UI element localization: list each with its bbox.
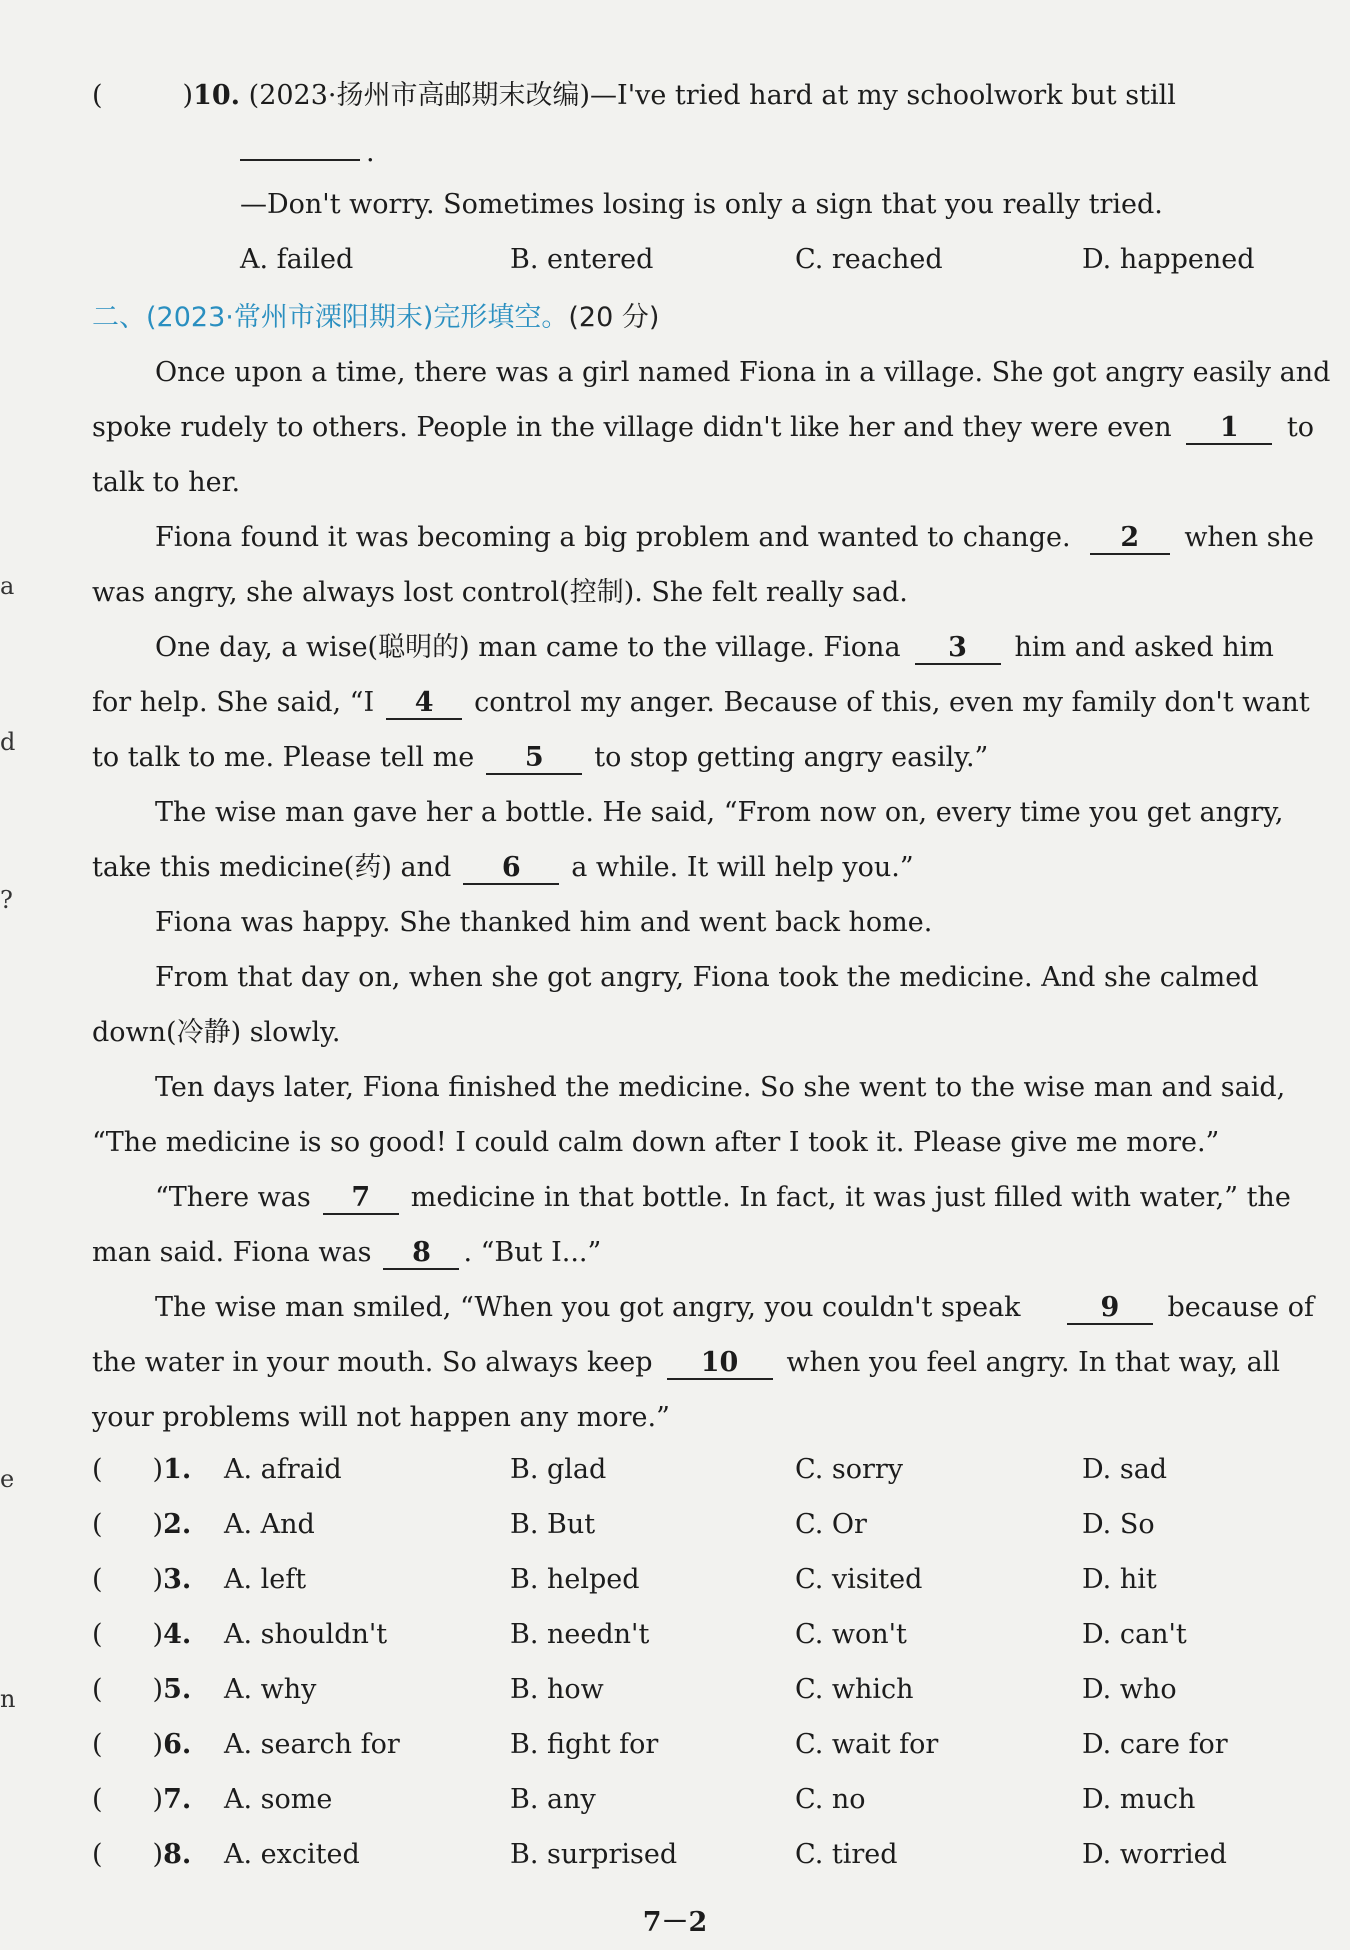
passage-line: From that day on, when she got angry, Fiona took the medicine. And she calmed — [155, 962, 1259, 993]
option-d[interactable]: D. worried — [1082, 1839, 1227, 1870]
option-a[interactable]: A. And — [224, 1509, 315, 1540]
question-10-stem — [92, 78, 1314, 114]
passage-text: because of — [1167, 1292, 1314, 1323]
cloze-blank-7[interactable]: 7 — [323, 1183, 399, 1215]
passage-text: take this medicine(药) and — [92, 852, 452, 883]
passage-text: a while. It will help you.” — [571, 852, 914, 883]
cloze-blank-1[interactable]: 1 — [1186, 413, 1272, 445]
answer-paren-open: ( — [92, 1784, 103, 1815]
answer-blank[interactable] — [240, 159, 360, 161]
question-number: 1. — [163, 1454, 192, 1485]
answer-paren-close: ) — [152, 1674, 164, 1705]
option-c[interactable]: C. tired — [795, 1839, 898, 1870]
passage-text: medicine in that bottle. In fact, it was just filled with water,” the — [410, 1182, 1291, 1213]
answer-paren-open: ( — [92, 1839, 103, 1870]
cloze-blank-9[interactable]: 9 — [1067, 1293, 1153, 1325]
option-a[interactable]: A. why — [224, 1674, 317, 1705]
cloze-blank-8[interactable]: 8 — [383, 1238, 459, 1270]
passage-line — [92, 1345, 1314, 1381]
question-row — [92, 1617, 1314, 1653]
passage-text: to — [1286, 412, 1314, 443]
option-b[interactable]: B. how — [510, 1674, 604, 1705]
section-score: (20 分) — [568, 302, 660, 333]
question-row — [92, 1782, 1314, 1818]
passage-text: The wise man smiled, “When you got angry, you couldn't speak — [155, 1292, 1021, 1323]
passage-text: “There was — [155, 1182, 311, 1213]
question-number: 2. — [163, 1509, 192, 1540]
answer-paren-open: ( — [92, 1454, 103, 1485]
answer-paren-close: ) — [152, 1619, 164, 1650]
section-title: 二、(2023·常州市溧阳期末)完形填空。 — [92, 302, 569, 333]
option-b[interactable]: B. But — [510, 1509, 596, 1540]
passage-text: One day, a wise(聪明的) man came to the village. Fiona — [155, 632, 901, 663]
margin-mark: e — [0, 1465, 15, 1493]
passage-line — [92, 685, 1314, 721]
section-heading — [92, 300, 1314, 336]
page-number: 7－2 — [642, 1907, 708, 1938]
option-b[interactable]: B. helped — [510, 1564, 640, 1595]
option-a[interactable]: A. shouldn't — [224, 1619, 388, 1650]
question-number: 7. — [163, 1784, 192, 1815]
passage-line: your problems will not happen any more.” — [92, 1402, 670, 1433]
option-c[interactable]: C. sorry — [795, 1454, 904, 1485]
option-b[interactable]: B. needn't — [510, 1619, 650, 1650]
passage-text: when she — [1184, 522, 1314, 553]
question-row — [92, 1507, 1314, 1543]
option-c[interactable]: C. wait for — [795, 1729, 939, 1760]
question-number: 10. — [193, 80, 241, 111]
passage-text: man said. Fiona was — [92, 1237, 372, 1268]
cloze-blank-5[interactable]: 5 — [486, 743, 582, 775]
option-d[interactable]: D. much — [1082, 1784, 1196, 1815]
question-number: 3. — [163, 1564, 192, 1595]
question-10-blank-line — [240, 135, 1314, 171]
option-b[interactable]: B. surprised — [510, 1839, 678, 1870]
cloze-blank-3[interactable]: 3 — [915, 633, 1001, 665]
option-d[interactable]: D. who — [1082, 1674, 1177, 1705]
answer-paren-close: ) — [152, 1454, 164, 1485]
question-number: 6. — [163, 1729, 192, 1760]
passage-line: Ten days later, Fiona finished the medicine. So she went to the wise man and said, — [155, 1072, 1286, 1103]
option-b[interactable]: B. glad — [510, 1454, 607, 1485]
passage-text: Fiona found it was becoming a big problem and wanted to change. — [155, 522, 1071, 553]
answer-paren-open: ( — [92, 1729, 103, 1760]
question-row — [92, 1562, 1314, 1598]
option-d[interactable]: D. So — [1082, 1509, 1155, 1540]
answer-paren-open: ( — [92, 1619, 103, 1650]
passage-line — [92, 1235, 1314, 1271]
period: . — [366, 137, 375, 168]
passage-line — [155, 1180, 1314, 1216]
option-c[interactable]: C. reached — [795, 244, 943, 275]
question-row — [92, 1672, 1314, 1708]
option-b[interactable]: B. fight for — [510, 1729, 659, 1760]
option-b[interactable]: B. entered — [510, 244, 654, 275]
option-a[interactable]: A. failed — [240, 244, 354, 275]
question-row — [92, 1452, 1314, 1488]
passage-line: Fiona was happy. She thanked him and went back home. — [155, 907, 933, 938]
passage-text: for help. She said, “I — [92, 687, 375, 718]
passage-line: was angry, she always lost control(控制). She felt really sad. — [92, 577, 908, 608]
option-a[interactable]: A. search for — [224, 1729, 400, 1760]
answer-paren-close: ) — [152, 1564, 164, 1595]
question-number: 4. — [163, 1619, 192, 1650]
margin-mark: d — [0, 728, 16, 756]
cloze-blank-10[interactable]: 10 — [667, 1348, 773, 1380]
passage-text: when you feel angry. In that way, all — [786, 1347, 1280, 1378]
question-stem: (2023·扬州市高邮期末改编)—I've tried hard at my schoolwork but still — [248, 80, 1176, 111]
cloze-blank-6[interactable]: 6 — [463, 853, 559, 885]
option-c[interactable]: C. Or — [795, 1509, 867, 1540]
option-d[interactable]: D. hit — [1082, 1564, 1157, 1595]
option-d[interactable]: D. care for — [1082, 1729, 1228, 1760]
margin-mark: ? — [0, 886, 13, 914]
answer-paren-close: ) — [152, 1509, 164, 1540]
passage-line: down(冷静) slowly. — [92, 1017, 341, 1048]
passage-line — [92, 740, 1314, 776]
answer-paren-open: ( — [92, 1564, 103, 1595]
question-10-reply: —Don't worry. Sometimes losing is only a sign that you really tried. — [240, 189, 1163, 220]
answer-paren-close: ) — [152, 1839, 164, 1870]
passage-text: spoke rudely to others. People in the village didn't like her and they were even — [92, 412, 1172, 443]
option-c[interactable]: C. visited — [795, 1564, 923, 1595]
option-d[interactable]: D. happened — [1082, 244, 1255, 275]
option-a[interactable]: A. some — [224, 1784, 333, 1815]
option-a[interactable]: A. afraid — [224, 1454, 342, 1485]
passage-text: the water in your mouth. So always keep — [92, 1347, 653, 1378]
answer-paren-open: ( — [92, 80, 103, 111]
option-c[interactable]: C. no — [795, 1784, 866, 1815]
margin-mark: a — [0, 572, 15, 600]
passage-line: Once upon a time, there was a girl named Fiona in a village. She got angry easily and — [155, 357, 1331, 388]
passage-line: The wise man gave her a bottle. He said, “From now on, every time you get angry, — [155, 797, 1284, 828]
cloze-blank-4[interactable]: 4 — [386, 688, 462, 720]
passage-line — [155, 520, 1314, 556]
passage-text: to stop getting angry easily.” — [594, 742, 989, 773]
answer-paren-close: ) — [182, 80, 194, 111]
passage-line — [92, 410, 1314, 446]
passage-line: “The medicine is so good! I could calm down after I took it. Please give me more.” — [92, 1127, 1220, 1158]
passage-text: control my anger. Because of this, even my family don't want — [474, 687, 1310, 718]
option-a[interactable]: A. left — [224, 1564, 307, 1595]
option-b[interactable]: B. any — [510, 1784, 596, 1815]
question-number: 5. — [163, 1674, 192, 1705]
passage-text: . “But I...” — [463, 1237, 602, 1268]
question-row — [92, 1837, 1314, 1873]
option-a[interactable]: A. excited — [224, 1839, 360, 1870]
answer-paren-open: ( — [92, 1509, 103, 1540]
answer-paren-open: ( — [92, 1674, 103, 1705]
option-c[interactable]: C. which — [795, 1674, 914, 1705]
passage-line — [155, 1290, 1314, 1326]
passage-line — [155, 630, 1314, 666]
answer-paren-close: ) — [152, 1784, 164, 1815]
option-c[interactable]: C. won't — [795, 1619, 907, 1650]
margin-mark: n — [0, 1685, 16, 1713]
option-d[interactable]: D. sad — [1082, 1454, 1168, 1485]
passage-text: to talk to me. Please tell me — [92, 742, 475, 773]
passage-line: talk to her. — [92, 467, 241, 498]
question-number: 8. — [163, 1839, 192, 1870]
answer-paren-close: ) — [152, 1729, 164, 1760]
option-d[interactable]: D. can't — [1082, 1619, 1187, 1650]
passage-text: him and asked him — [1014, 632, 1274, 663]
question-row — [92, 1727, 1314, 1763]
cloze-blank-2[interactable]: 2 — [1090, 523, 1170, 555]
passage-line — [92, 850, 1314, 886]
